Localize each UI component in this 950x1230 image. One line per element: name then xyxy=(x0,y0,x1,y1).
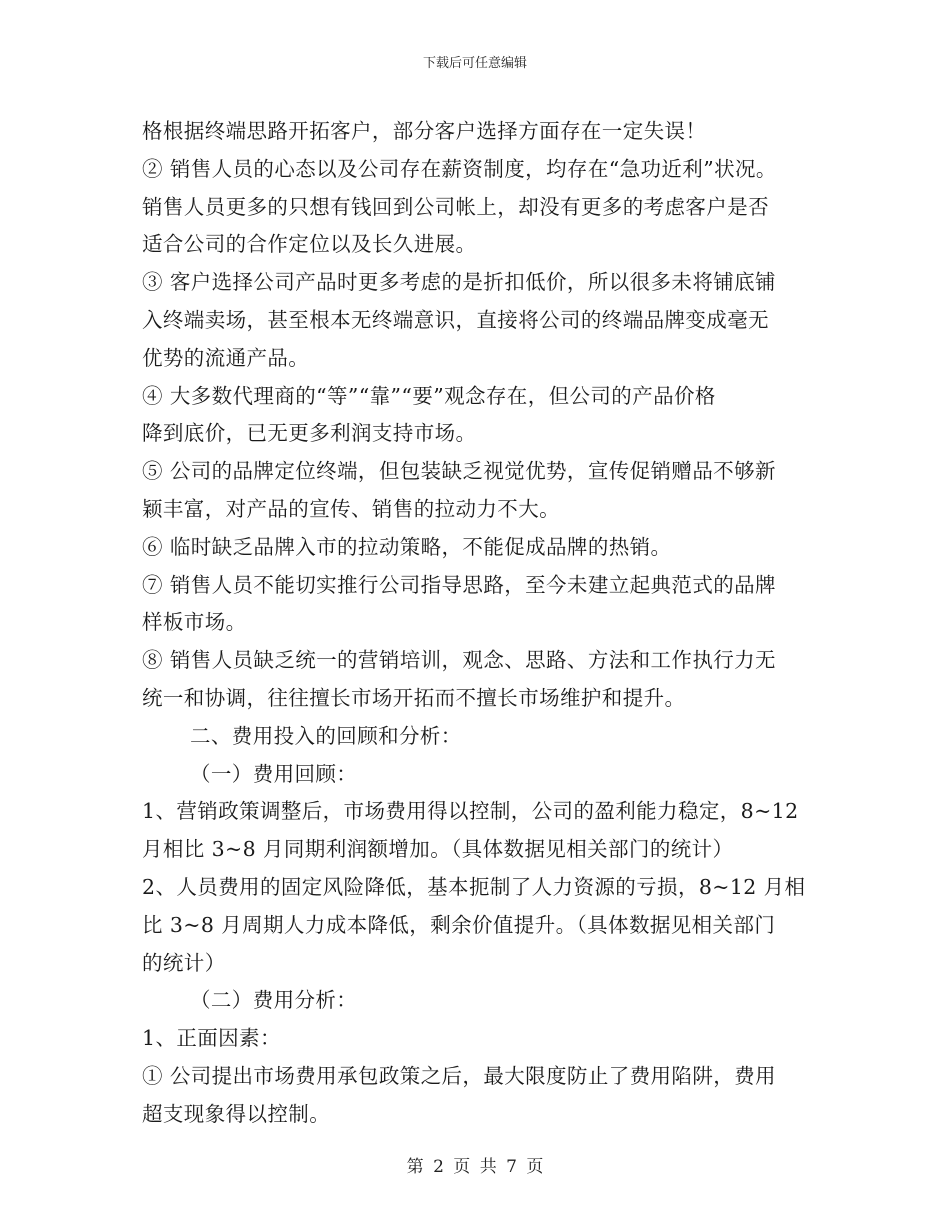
text-line: 的统计） xyxy=(142,950,226,975)
text-line: 优势的流通产品。 xyxy=(142,345,310,370)
text-line: ① 公司提出市场费用承包政策之后，最大限度防止了费用陷阱，费用 xyxy=(142,1063,776,1088)
text-line: 格根据终端思路开拓客户，部分客户选择方面存在一定失误！ xyxy=(142,119,707,143)
text-line: 入终端卖场，甚至根本无终端意识，直接将公司的终端品牌变成毫无 xyxy=(142,307,769,332)
text-line: 比 3~8 月周期人力成本降低，剩余价值提升。（具体数据见相关部门 xyxy=(142,912,776,937)
text-line: 降到底价，已无更多利润支持市场。 xyxy=(142,421,477,446)
text-line: 1、营销政策调整后，市场费用得以控制，公司的盈利能力稳定，8~12 xyxy=(142,799,799,824)
subsection-heading: （一）费用回顾： xyxy=(190,761,358,786)
body-text xyxy=(142,113,822,1134)
text-line: 统一和协调，往往擅长市场开拓而不擅长市场维护和提升。 xyxy=(142,685,686,710)
text-line: ⑦ 销售人员不能切实推行公司指导思路，至今未建立起典范式的品牌 xyxy=(142,572,776,597)
section-heading: 二、费用投入的回顾和分析： xyxy=(190,723,462,748)
text-line: 颖丰富，对产品的宣传、销售的拉动力不大。 xyxy=(142,496,560,521)
page-header: 下载后可任意编辑 xyxy=(422,56,527,71)
subsection-heading: （二）费用分析： xyxy=(190,988,358,1013)
text-line: ⑧ 销售人员缺乏统一的营销培训，观念、思路、方法和工作执行力无 xyxy=(142,648,776,673)
text-line: ④ 大多数代理商的“等”“靠”“要”观念存在，但公司的产品价格 xyxy=(142,383,716,408)
text-line: 样板市场。 xyxy=(142,610,247,635)
text-line: 销售人员更多的只想有钱回到公司帐上，却没有更多的考虑客户是否 xyxy=(142,194,769,219)
text-line: ② 销售人员的心态以及公司存在薪资制度，均存在“急功近利”状况。 xyxy=(142,156,777,181)
text-line: 适合公司的合作定位以及长久进展。 xyxy=(142,232,477,257)
text-line: ⑤ 公司的品牌定位终端，但包装缺乏视觉优势，宣传促销赠品不够新 xyxy=(142,459,776,484)
text-line: 1、正面因素： xyxy=(142,1026,281,1051)
text-line: 超支现象得以控制。 xyxy=(142,1101,331,1126)
text-line: ③ 客户选择公司产品时更多考虑的是折扣低价，所以很多未将铺底铺 xyxy=(142,270,776,295)
text-line: 月相比 3~8 月同期利润额增加。（具体数据见相关部门的统计） xyxy=(142,837,734,862)
text-line: 2、人员费用的固定风险降低，基本扼制了人力资源的亏损，8~12 月相 xyxy=(142,874,806,899)
page-footer: 第 2 页 共 7 页 xyxy=(406,1157,544,1177)
text-line: ⑥ 临时缺乏品牌入市的拉动策略，不能促成品牌的热销。 xyxy=(142,534,672,559)
